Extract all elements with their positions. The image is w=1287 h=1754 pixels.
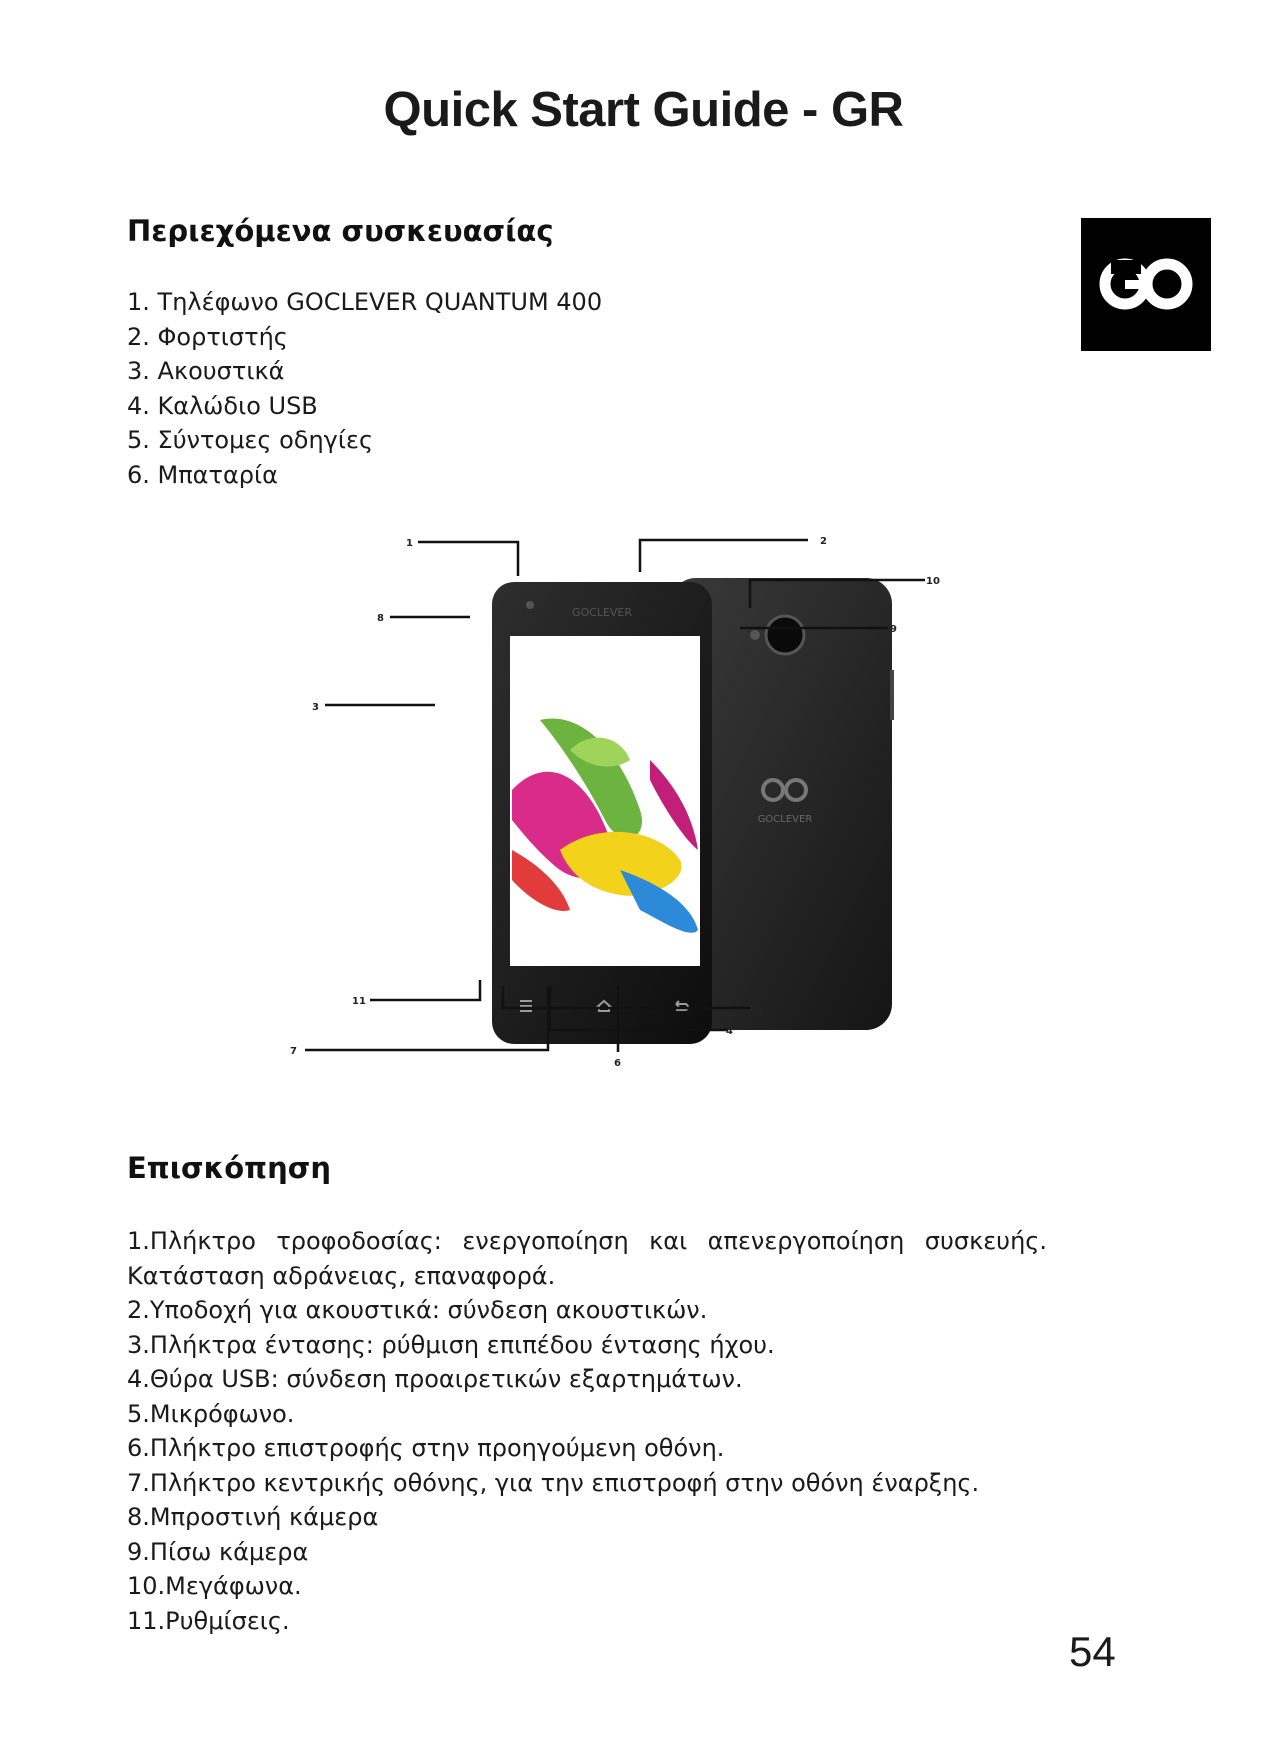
package-contents-heading: Περιεχόμενα συσκευασίας [127,214,554,248]
go-logo-icon [1081,218,1211,351]
list-item: 1.Πλήκτρο τροφοδοσίας: ενεργοποίηση και απενεργοποίηση συσκευής. [127,1227,1047,1255]
rear-camera-icon [766,616,804,654]
callout-9: 9 [890,624,897,635]
callout-7: 7 [290,1046,297,1057]
overview-heading: Επισκόπηση [127,1151,331,1185]
callout-11: 11 [352,996,366,1007]
list-item: 7.Πλήκτρο κεντρικής οθόνης, για την επιστροφή στην οθόνη έναρξης. [127,1468,980,1497]
goclever-logo [1081,218,1211,351]
callout-4: 4 [726,1026,733,1037]
back-brand-text: GOCLEVER [757,814,813,825]
list-item: 8.Μπροστινή κάμερα [127,1503,379,1531]
list-item: Κατάσταση αδράνειας, επαναφορά. [127,1261,556,1290]
list-item: 4. Καλώδιο USB [127,391,318,420]
list-item: 1. Τηλέφωνο GOCLEVER QUANTUM 400 [127,288,603,316]
list-item: 6.Πλήκτρο επιστροφής στην προηγούμενη οθόνη. [127,1434,725,1462]
list-item: 6. Μπαταρία [127,460,278,489]
list-item: 4.Θύρα USB: σύνδεση προαιρετικών εξαρτημάτων. [127,1365,743,1393]
list-item: 3. Ακουστικά [127,357,285,385]
list-item: 5.Μικρόφωνο. [127,1399,295,1428]
front-brand-text: GOCLEVER [571,606,633,619]
callout-2: 2 [820,536,827,547]
callout-1: 1 [406,538,413,549]
list-item: 5. Σύντομες οδηγίες [127,426,374,454]
list-item: 2. Φορτιστής [127,322,288,351]
list-item: 10.Μεγάφωνα. [127,1572,302,1600]
phone-diagram [290,520,1060,1140]
overview-list [127,1224,1047,1638]
page-title: Quick Start Guide - GR [383,83,904,137]
list-item: 2.Υποδοχή για ακουστικά: σύνδεση ακουστικών. [127,1296,708,1324]
front-camera-icon [526,601,534,609]
callout-5: 5 [756,1005,763,1016]
list-item: 9.Πίσω κάμερα [127,1537,309,1566]
list-item: 3.Πλήκτρα έντασης: ρύθμιση επιπέδου έντασης ήχου. [127,1330,775,1359]
callout-6: 6 [614,1058,621,1069]
package-contents-list [127,285,602,492]
callout-3: 3 [312,702,319,713]
callout-8: 8 [377,613,384,624]
list-item: 11.Ρυθμίσεις. [127,1606,290,1635]
callout-10: 10 [926,576,940,587]
phone-illustration [290,520,1060,1140]
page-number: 54 [1069,1628,1116,1675]
